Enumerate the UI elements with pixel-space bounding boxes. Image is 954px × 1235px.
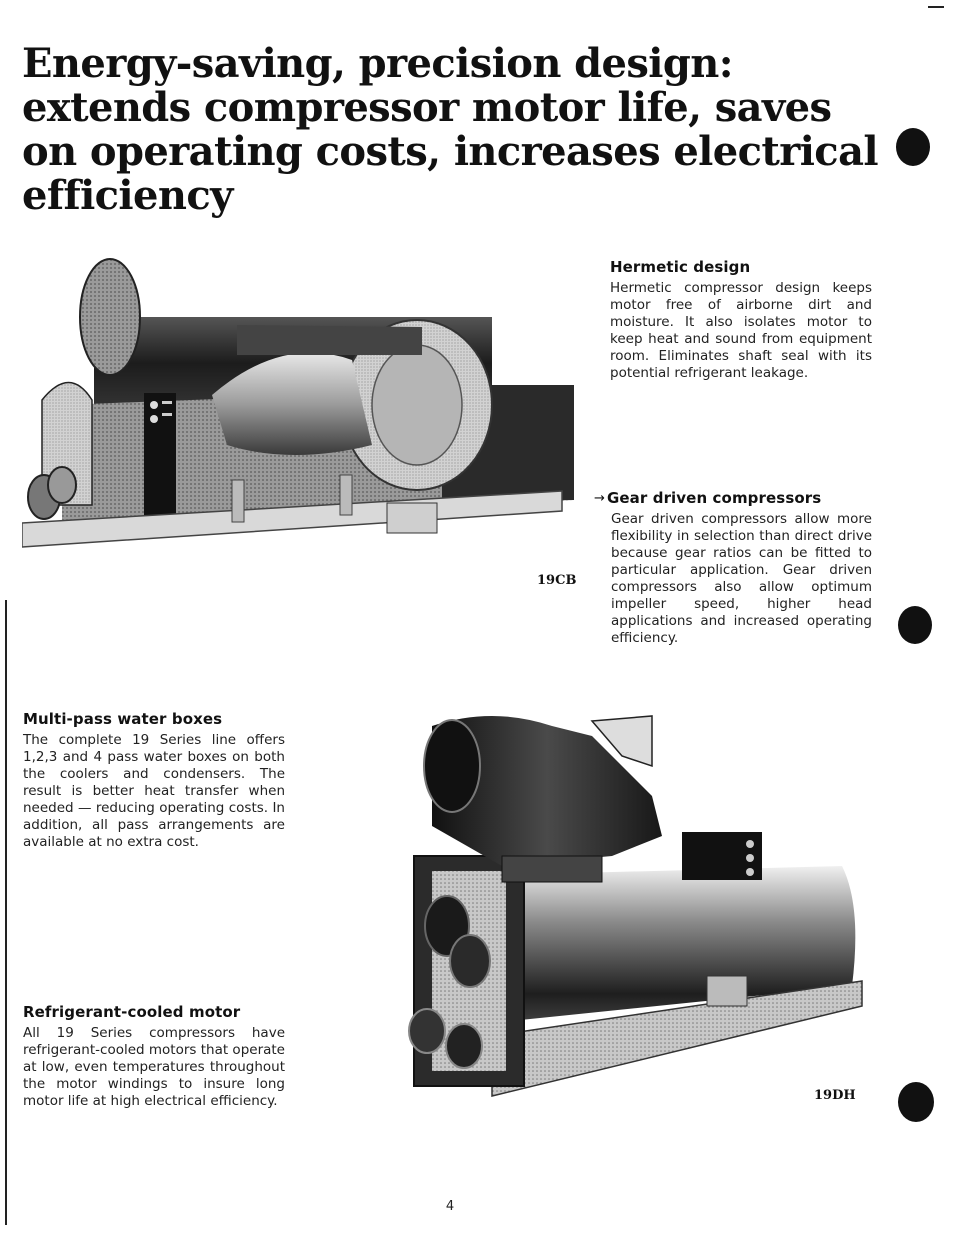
section-body: Gear driven compressors allow more flexibility in selection than direct drive because gear ratios can be fitted to particular application. Gear driven compressors also allow optimum impeller speed, higher head applications and increased operating efficiency. (611, 511, 872, 646)
section-heading-row (594, 489, 872, 507)
corner-mark (928, 6, 944, 8)
section-body: All 19 Series compressors have refrigerant-cooled motors that operate at low, even temperatures throughout the motor windings to insure long motor life at high electrical efficiency. (23, 1025, 285, 1109)
page-title: Energy-saving, precision design: extends compressor motor life, saves on operating costs, increases electrical efficiency (22, 40, 878, 219)
section-heading: Hermetic design (610, 258, 751, 276)
section-multi-pass-water-boxes (23, 710, 285, 851)
binder-hole-bottom (898, 1082, 934, 1122)
chiller-19dh-photo (352, 706, 864, 1112)
section-gear-driven (594, 489, 872, 647)
page-number: 4 (445, 1199, 455, 1214)
binder-hole-middle (898, 606, 932, 644)
section-body: Hermetic compressor design keeps motor free of airborne dirt and moisture. It also isolates motor to keep heat and sound from equipment room. Eliminates shaft seal with its potential refrigerant leakage. (610, 280, 872, 381)
arrow-right-icon: → (594, 490, 605, 506)
photo-caption-19dh: 19DH (814, 1088, 856, 1103)
chiller-19cb-photo (22, 255, 578, 575)
section-heading: Refrigerant-cooled motor (23, 1003, 241, 1021)
section-body: The complete 19 Series line offers 1,2,3 and 4 pass water boxes on both the coolers and condensers. The result is better heat transfer when needed — reducing operating costs. In addition, all pass arrangements are available at no extra cost. (23, 732, 285, 850)
photo-caption-19cb: 19CB (537, 573, 577, 588)
section-hermetic-design (610, 258, 872, 382)
section-heading: Multi-pass water boxes (23, 710, 223, 728)
binder-hole-top (896, 128, 930, 166)
section-heading: Gear driven compressors (607, 489, 822, 507)
section-refrigerant-cooled-motor (23, 1003, 285, 1110)
page-edge-rule (5, 600, 7, 1225)
